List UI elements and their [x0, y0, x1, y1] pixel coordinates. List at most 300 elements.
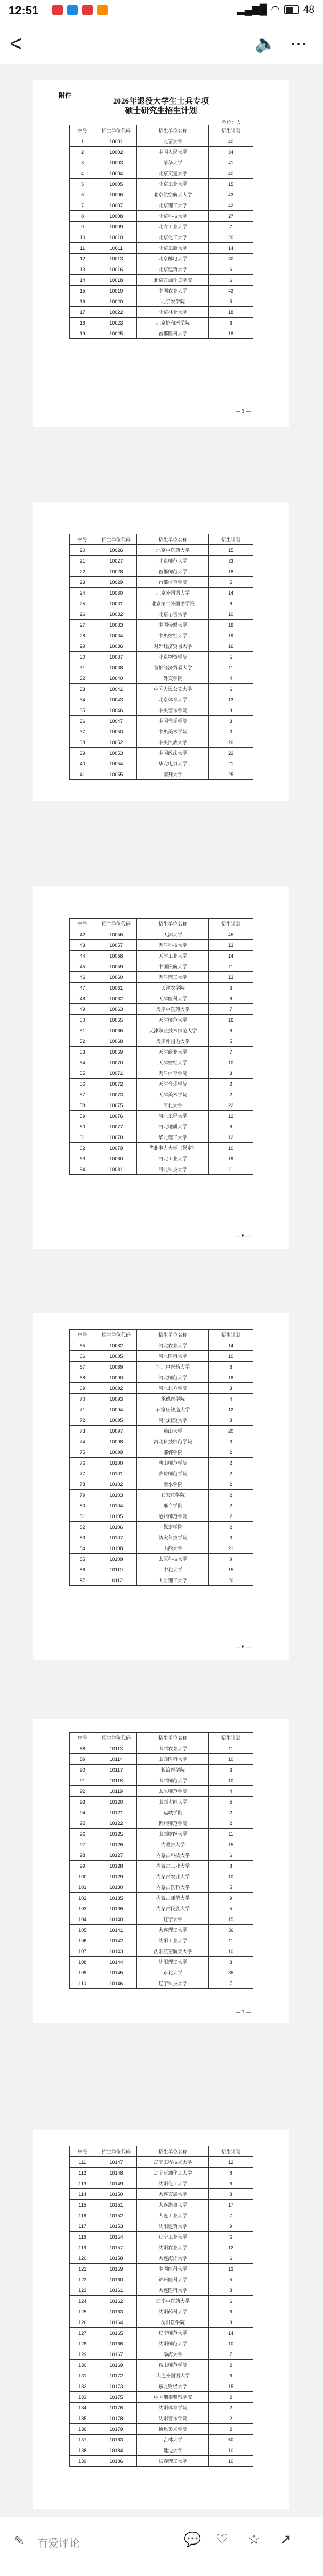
- table-row: [70, 328, 253, 339]
- table-cell: 116: [70, 2210, 95, 2221]
- table-row: [70, 189, 253, 200]
- table-cell: 10164: [95, 2317, 137, 2328]
- table-cell: 93: [70, 1797, 95, 1807]
- table-row: [70, 2210, 253, 2221]
- table-cell: 137: [70, 2435, 95, 2445]
- table-cell: 10: [209, 1754, 253, 1765]
- table-cell: 6: [70, 189, 95, 200]
- table-cell: 10165: [95, 2328, 137, 2338]
- table-cell: 10120: [95, 1797, 137, 1807]
- table-cell: 12: [209, 1111, 253, 1121]
- plan-table: [69, 534, 253, 780]
- table-cell: 23: [70, 577, 95, 588]
- table-cell: 10186: [95, 2456, 137, 2467]
- table-cell: 长春理工大学: [137, 2456, 209, 2467]
- column-header: 招生单位代码: [95, 2146, 137, 2157]
- table-row: [70, 630, 253, 641]
- table-row: [70, 1743, 253, 1754]
- column-header: 招生计划: [209, 2146, 253, 2157]
- table-row: [70, 1871, 253, 1882]
- table-cell: 承德医学院: [137, 1394, 209, 1404]
- table-cell: 沈阳化工大学: [137, 2178, 209, 2189]
- table-cell: 87: [70, 1575, 95, 1586]
- table-cell: 10141: [95, 1925, 137, 1935]
- table-cell: 2: [209, 1490, 253, 1500]
- table-cell: 7: [209, 222, 253, 232]
- table-row: [70, 556, 253, 566]
- table-cell: 中国农业大学: [137, 286, 209, 296]
- table-row: [70, 1797, 253, 1807]
- table-cell: 115: [70, 2200, 95, 2210]
- table-row: [70, 1914, 253, 1925]
- document-title: 2026年退役大学生士兵专项: [112, 97, 209, 106]
- table-cell: 49: [70, 1004, 95, 1015]
- table-cell: 79: [70, 1490, 95, 1500]
- status-bar: [0, 0, 323, 21]
- table-cell: 10004: [95, 168, 137, 179]
- table-cell: 辽宁师范大学: [137, 2328, 209, 2338]
- table-cell: 北京林业大学: [137, 307, 209, 318]
- table-cell: 10037: [95, 652, 137, 662]
- table-cell: 10135: [95, 1893, 137, 1903]
- table-row: [70, 577, 253, 588]
- table-cell: 76: [70, 1458, 95, 1468]
- table-cell: 10117: [95, 1765, 137, 1775]
- like-icon[interactable]: ♡: [216, 2531, 229, 2547]
- table-row: [70, 748, 253, 758]
- table-cell: 15: [70, 286, 95, 296]
- table-cell: 10001: [95, 136, 137, 147]
- table-cell: 中央音乐学院: [137, 705, 209, 716]
- table-row: [70, 2285, 253, 2296]
- table-cell: 内蒙古师范大学: [137, 1893, 209, 1903]
- table-row: [70, 2381, 253, 2392]
- table-cell: 10052: [95, 737, 137, 748]
- table-cell: 20: [209, 1426, 253, 1436]
- table-cell: 10152: [95, 2210, 137, 2221]
- system-status: [237, 4, 314, 16]
- table-row: [70, 1458, 253, 1468]
- table-cell: 沈阳建筑大学: [137, 2221, 209, 2232]
- table-cell: 10007: [95, 200, 137, 211]
- table-cell: 9: [209, 2221, 253, 2232]
- table-cell: 38: [70, 737, 95, 748]
- status-time: 12:51: [9, 4, 39, 17]
- pen-icon[interactable]: ✎: [14, 2534, 25, 2548]
- table-cell: 10065: [95, 1015, 137, 1025]
- table-cell: 99: [70, 1861, 95, 1871]
- table-cell: 天津体育学院: [137, 1068, 209, 1079]
- document-page: [33, 1313, 289, 1660]
- table-cell: 75: [70, 1447, 95, 1458]
- table-row: [70, 232, 253, 243]
- table-cell: 10059: [95, 961, 137, 972]
- table-cell: 129: [70, 2349, 95, 2360]
- table-cell: 10122: [95, 1818, 137, 1829]
- table-cell: 50: [209, 2435, 253, 2445]
- table-cell: 10178: [95, 2413, 137, 2424]
- column-header: 招生单位代码: [95, 125, 137, 136]
- table-cell: 81: [70, 1511, 95, 1522]
- table-cell: 57: [70, 1089, 95, 1100]
- table-cell: 11: [209, 1829, 253, 1839]
- table-row: [70, 2370, 253, 2381]
- wifi-icon: ◠: [271, 4, 280, 15]
- table-cell: 鞍山师范学院: [137, 2360, 209, 2370]
- table-cell: 5: [70, 179, 95, 189]
- table-cell: 邯郸学院: [137, 1447, 209, 1458]
- table-cell: 10: [209, 2338, 253, 2349]
- table-cell: 10150: [95, 2189, 137, 2200]
- table-row: [70, 961, 253, 972]
- table-cell: 10046: [95, 705, 137, 716]
- table-cell: 10128: [95, 1861, 137, 1871]
- table-header-row: [70, 125, 253, 136]
- table-row: [70, 2168, 253, 2178]
- table-cell: 北京理工大学: [137, 200, 209, 211]
- table-row: [70, 222, 253, 232]
- table-row: [70, 726, 253, 737]
- table-cell: 36: [70, 716, 95, 726]
- table-row: [70, 307, 253, 318]
- table-row: [70, 2274, 253, 2285]
- table-cell: 10183: [95, 2435, 137, 2445]
- table-row: [70, 1047, 253, 1057]
- table-cell: 6: [209, 2296, 253, 2306]
- plan-table: [69, 918, 253, 1175]
- table-cell: 廊坊师范学院: [137, 1468, 209, 1479]
- table-cell: 68: [70, 1372, 95, 1383]
- table-cell: 中北大学: [137, 1564, 209, 1575]
- table-row: [70, 2424, 253, 2435]
- table-cell: 101: [70, 1882, 95, 1893]
- table-cell: 45: [70, 961, 95, 972]
- table-cell: 118: [70, 2232, 95, 2242]
- table-cell: 中国医科大学: [137, 2264, 209, 2274]
- table-cell: 30: [70, 652, 95, 662]
- table-cell: 10081: [95, 1164, 137, 1175]
- table-cell: 43: [209, 286, 253, 296]
- table-row: [70, 1903, 253, 1914]
- table-cell: 天津理工大学: [137, 972, 209, 983]
- table-cell: 59: [70, 1111, 95, 1121]
- table-row: [70, 1532, 253, 1543]
- table-cell: 126: [70, 2317, 95, 2328]
- table-cell: 25: [209, 769, 253, 780]
- table-cell: 天津工业大学: [137, 951, 209, 961]
- table-row: [70, 1935, 253, 1946]
- table-cell: 10130: [95, 1882, 137, 1893]
- table-cell: 12: [209, 1404, 253, 1415]
- table-row: [70, 1925, 253, 1935]
- table-cell: 衡水学院: [137, 1479, 209, 1490]
- table-cell: 2: [209, 1089, 253, 1100]
- table-cell: 鲁迅美术学院: [137, 2424, 209, 2435]
- table-cell: 127: [70, 2328, 95, 2338]
- table-cell: 11: [209, 1935, 253, 1946]
- table-cell: 139: [70, 2456, 95, 2467]
- table-cell: 132: [70, 2381, 95, 2392]
- table-cell: 华北电力大学（保定）: [137, 1143, 209, 1153]
- table-cell: 东北大学: [137, 1967, 209, 1978]
- star-icon[interactable]: ☆: [248, 2531, 261, 2547]
- comment-input[interactable]: 有爱评论: [37, 2538, 80, 2549]
- table-cell: 10146: [95, 1978, 137, 1989]
- table-row: [70, 1882, 253, 1893]
- table-cell: 119: [70, 2242, 95, 2253]
- table-cell: 10068: [95, 1036, 137, 1047]
- table-cell: 10008: [95, 211, 137, 222]
- table-cell: 7: [209, 2349, 253, 2360]
- table-row: [70, 1404, 253, 1415]
- table-row: [70, 1765, 253, 1775]
- table-cell: 10023: [95, 318, 137, 328]
- table-cell: 锦州医科大学: [137, 2274, 209, 2285]
- table-cell: 22: [70, 566, 95, 577]
- table-cell: 5: [209, 1797, 253, 1807]
- table-row: [70, 1957, 253, 1967]
- table-cell: 10040: [95, 673, 137, 684]
- table-cell: 天津财经大学: [137, 1057, 209, 1068]
- table-cell: 北京外国语大学: [137, 588, 209, 598]
- table-cell: 沈阳药科大学: [137, 2306, 209, 2317]
- table-cell: 10047: [95, 716, 137, 726]
- table-cell: 6: [209, 2232, 253, 2242]
- attachment-label: 附件: [59, 92, 72, 99]
- table-cell: 7: [70, 200, 95, 211]
- table-cell: 34: [70, 694, 95, 705]
- table-cell: 6: [209, 1121, 253, 1132]
- table-cell: 北京语言大学: [137, 609, 209, 620]
- table-row: [70, 652, 253, 662]
- table-cell: 河北经贸大学: [137, 1415, 209, 1426]
- table-cell: 124: [70, 2296, 95, 2306]
- table-cell: 86: [70, 1564, 95, 1575]
- table-row: [70, 1351, 253, 1362]
- table-cell: 沈阳工业大学: [137, 1935, 209, 1946]
- table-cell: 8: [209, 1861, 253, 1871]
- table-row: [70, 1861, 253, 1871]
- table-row: [70, 136, 253, 147]
- table-cell: 山西大同大学: [137, 1797, 209, 1807]
- table-row: [70, 2317, 253, 2328]
- column-header: 招生单位名称: [137, 919, 209, 929]
- table-row: [70, 2306, 253, 2317]
- table-cell: 中国人民公安大学: [137, 684, 209, 694]
- table-cell: 中央美术学院: [137, 726, 209, 737]
- table-cell: 94: [70, 1807, 95, 1818]
- back-icon[interactable]: <: [10, 32, 22, 56]
- table-cell: 2: [209, 1447, 253, 1458]
- table-cell: 河北工业大学: [137, 1153, 209, 1164]
- table-cell: 10: [209, 1775, 253, 1786]
- table-cell: 10143: [95, 1946, 137, 1957]
- table-cell: 10011: [95, 243, 137, 254]
- table-cell: 10031: [95, 598, 137, 609]
- table-cell: 13: [209, 972, 253, 983]
- table-row: [70, 2157, 253, 2168]
- table-row: [70, 758, 253, 769]
- table-cell: 河北医科大学: [137, 1351, 209, 1362]
- table-row: [70, 2200, 253, 2210]
- table-cell: 122: [70, 2274, 95, 2285]
- table-cell: 2: [209, 1079, 253, 1089]
- table-cell: 12: [70, 254, 95, 264]
- table-cell: 56: [70, 1079, 95, 1089]
- table-cell: 10127: [95, 1850, 137, 1861]
- table-cell: 103: [70, 1903, 95, 1914]
- table-cell: 53: [70, 1047, 95, 1057]
- table-cell: 5: [209, 577, 253, 588]
- table-cell: 45: [209, 929, 253, 940]
- table-row: [70, 2178, 253, 2189]
- table-row: [70, 1111, 253, 1121]
- table-cell: 大连医科大学: [137, 2285, 209, 2296]
- table-cell: 10166: [95, 2338, 137, 2349]
- table-cell: 31: [70, 662, 95, 673]
- table-cell: 北京航空航天大学: [137, 189, 209, 200]
- table-cell: 10129: [95, 1871, 137, 1882]
- table-cell: 10082: [95, 1340, 137, 1351]
- comment-icon[interactable]: 💬: [184, 2531, 201, 2547]
- table-cell: 山西医科大学: [137, 1754, 209, 1765]
- table-cell: 8: [209, 2168, 253, 2178]
- table-cell: 10162: [95, 2296, 137, 2306]
- table-row: [70, 1447, 253, 1458]
- table-cell: 中国传媒大学: [137, 620, 209, 630]
- table-cell: 12: [209, 2242, 253, 2253]
- table-cell: 10028: [95, 566, 137, 577]
- table-cell: 40: [209, 136, 253, 147]
- table-cell: 21: [209, 1543, 253, 1554]
- table-cell: 10175: [95, 2392, 137, 2403]
- table-cell: 138: [70, 2445, 95, 2456]
- table-cell: 37: [70, 726, 95, 737]
- table-cell: 石家庄铁道大学: [137, 1404, 209, 1415]
- table-cell: 10022: [95, 307, 137, 318]
- table-cell: 10: [209, 2445, 253, 2456]
- table-cell: 10005: [95, 179, 137, 189]
- table-cell: 辽宁中医药大学: [137, 2296, 209, 2306]
- table-cell: 中国音乐学院: [137, 716, 209, 726]
- table-cell: 108: [70, 1957, 95, 1967]
- table-cell: 74: [70, 1436, 95, 1447]
- table-cell: 39: [70, 748, 95, 758]
- table-row: [70, 2221, 253, 2232]
- plan-table: [69, 1732, 253, 1989]
- table-cell: 15: [209, 1914, 253, 1925]
- table-cell: 15: [209, 1564, 253, 1575]
- table-cell: 10184: [95, 2445, 137, 2456]
- table-cell: 10102: [95, 1479, 137, 1490]
- table-cell: 19: [209, 1153, 253, 1164]
- table-cell: 10094: [95, 1404, 137, 1415]
- table-cell: 13: [209, 940, 253, 951]
- table-cell: 16: [70, 296, 95, 307]
- table-cell: 华北理工大学: [137, 1132, 209, 1143]
- table-cell: 太原科技大学: [137, 1554, 209, 1564]
- table-cell: 2: [209, 1522, 253, 1532]
- table-row: [70, 1004, 253, 1015]
- table-cell: 沧州师范学院: [137, 1511, 209, 1522]
- table-cell: 32: [70, 673, 95, 684]
- table-cell: 10125: [95, 1829, 137, 1839]
- table-cell: 14: [209, 1340, 253, 1351]
- app-notification-icon: [52, 5, 63, 15]
- table-cell: 河北中医药大学: [137, 1362, 209, 1372]
- table-cell: 10173: [95, 2381, 137, 2392]
- table-cell: 中央财经大学: [137, 630, 209, 641]
- table-cell: 10121: [95, 1807, 137, 1818]
- table-cell: 大连理工大学: [137, 1925, 209, 1935]
- column-header: 序号: [70, 534, 95, 545]
- table-cell: 10099: [95, 1447, 137, 1458]
- table-cell: 10057: [95, 940, 137, 951]
- table-cell: 50: [70, 1015, 95, 1025]
- table-row: [70, 1057, 253, 1068]
- table-cell: 7: [209, 2210, 253, 2221]
- table-cell: 3: [209, 983, 253, 993]
- more-icon[interactable]: ⋯: [290, 34, 308, 53]
- table-cell: 邢台学院: [137, 1500, 209, 1511]
- table-cell: 沈阳师范大学: [137, 2338, 209, 2349]
- table-cell: 天津职业技术师范大学: [137, 1025, 209, 1036]
- column-header: 招生单位代码: [95, 919, 137, 929]
- table-cell: 4: [209, 673, 253, 684]
- table-cell: 15: [209, 545, 253, 556]
- table-row: [70, 318, 253, 328]
- table-cell: 10090: [95, 1372, 137, 1383]
- table-cell: 63: [70, 1153, 95, 1164]
- table-cell: 10034: [95, 630, 137, 641]
- table-cell: 北京科技大学: [137, 211, 209, 222]
- table-cell: 8: [209, 2285, 253, 2296]
- table-row: [70, 694, 253, 705]
- table-row: [70, 673, 253, 684]
- table-row: [70, 1754, 253, 1765]
- table-cell: 10076: [95, 1111, 137, 1121]
- table-cell: 内蒙古科技大学: [137, 1850, 209, 1861]
- table-cell: 河北科技大学: [137, 1164, 209, 1175]
- table-row: [70, 1967, 253, 1978]
- table-cell: 石家庄学院: [137, 1490, 209, 1500]
- table-cell: 20: [209, 737, 253, 748]
- table-cell: 27: [70, 620, 95, 630]
- table-cell: 24: [70, 588, 95, 598]
- table-cell: 太原理工大学: [137, 1575, 209, 1586]
- column-header: 序号: [70, 1330, 95, 1340]
- table-cell: 河北师范大学: [137, 1372, 209, 1383]
- table-cell: 106: [70, 1935, 95, 1946]
- table-cell: 吉林大学: [137, 2435, 209, 2445]
- document-page: [33, 80, 289, 427]
- table-cell: 天津中医药大学: [137, 1004, 209, 1015]
- table-cell: 1: [70, 136, 95, 147]
- table-cell: 10100: [95, 1458, 137, 1468]
- table-cell: 13: [209, 2264, 253, 2274]
- table-cell: 8: [209, 1415, 253, 1426]
- table-cell: 河北科技师范学院: [137, 1436, 209, 1447]
- table-row: [70, 993, 253, 1004]
- table-row: [70, 243, 253, 254]
- table-cell: 6: [209, 318, 253, 328]
- table-cell: 10098: [95, 1436, 137, 1447]
- share-icon[interactable]: ↗: [280, 2531, 292, 2547]
- table-row: [70, 1564, 253, 1575]
- speaker-icon[interactable]: 🔈: [255, 34, 276, 53]
- table-cell: 10075: [95, 1100, 137, 1111]
- table-cell: 14: [209, 2328, 253, 2338]
